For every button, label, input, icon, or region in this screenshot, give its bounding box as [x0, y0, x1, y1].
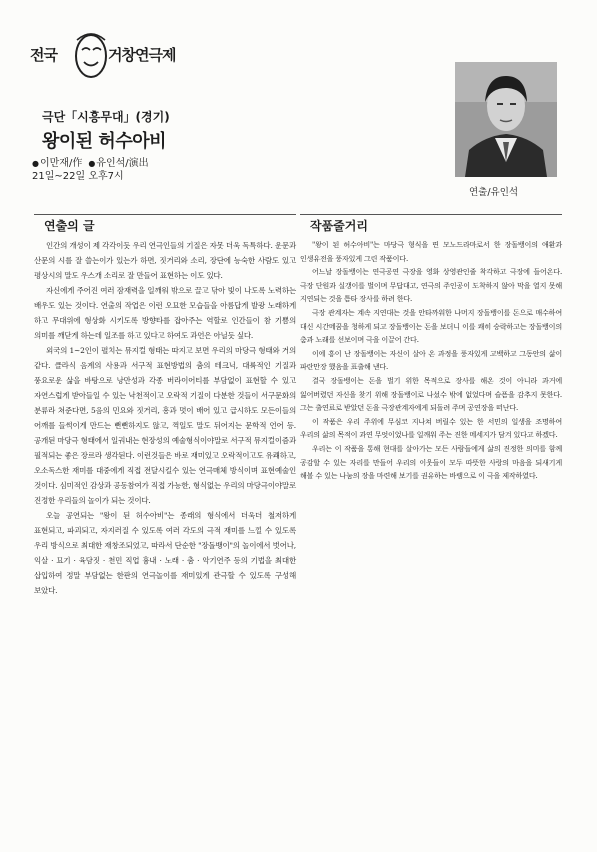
synopsis-paragraph: 어느날 장돌뱅이는 연극공연 극장을 영화 상영관인줄 착각하고 극장에 들어온다. 극장 단원과 실갱이를 벌이며 무답대고, 연극의 주인공이 도착하지 않아 막을 열지 못해 지연되는 것을 틈타 장사를 하려 한다. — [300, 267, 562, 304]
troupe-name: 극단「시흥무대」(경기) — [42, 110, 170, 124]
synopsis-paragraph: 극장 관계자는 계속 지연대는 것을 안타까워한 나머지 장돌뱅이를 돈으로 매수하여 대신 시간메꿈을 청하게 되고 장돌뱅이는 돈을 보더니 이를 쾌히 승락하고는 장돌뱅이의 춤과 노래를 선보이며 극을 이끌어 간다. — [300, 307, 562, 345]
directors-note-paragraph: 외국의 1~2인이 펼치는 뮤지컬 형태는 따지고 보면 우리의 마당극 형태와 거의 같다. 클라식 음계의 사용과 서구적 표현방법의 춤의 테크닉, 대륙적인 기질과 풍요로운 삶을 바탕으로 낭만성과 각종 버라이어티를 부담없이 표현할 수 있고 자연스럽게 받아들일 수 있는 낙천적이고 오락적 기질이 다분한 것들이 서구문화의 분류라 쳐준다면, 5음의 민요와 짓거리, 흥과 멋이 배어 있고 급시하도 모든이들의 어깨를 들썩이게 만드는 뻔뻔하지도 않고, 꺽일도 말도 뒤어지는 문학적 언어 등. 공개된 마당극 형태에서 일궈내는 현장성의 예술형식이야말로 서구적 뮤지컬이즘과 필적되는 좋은 장르라 생각된다. 이런것들은 바로 재미있고 오락적이고도 유쾌하고, 오소독스한 재미를 대중에게 직접 전달시킬수 있는 연극매체 방식이며 표현예술인 것이다. 심미적인 감상과 공동참여가 직접 가능한, 형식없는 우리의 마당극이야말로 진정한 우리들의 놀이가 되는 것이다. — [34, 346, 296, 505]
synopsis-heading: 작품줄거리 — [310, 219, 368, 233]
synopsis — [300, 217, 562, 483]
directors-note-paragraph: 인간의 개성이 제 각각이듯 우리 연극인들의 기질은 자못 더욱 독특하다. 운문과 산문의 시를 잘 쓸는이가 있는가 하면, 짓거리와 소리, 장단에 능숙한 사람도 있고 평상시의 말도 우스개 소리로 잘 만들어 표현하는 이도 있다. — [34, 241, 296, 280]
synopsis-paragraph: 이 작품은 우리 주위에 무심코 지나쳐 버릴수 있는 한 서민의 일생을 조명하여 우리의 삶의 목적이 과연 무엇이었나를 일깨워 주는 진한 메세지가 담겨 있다고 하겠다. — [300, 416, 562, 440]
directors-note-paragraph: 오늘 공연되는 "왕이 된 허수아비"는 종래의 형식에서 더욱더 철저하게 표현되고, 파괴되고, 자지러질 수 있도록 여러 각도의 극적 재미를 느낄 수 있도록 우리 방식으로 최대한 재창조되었고, 따라서 단순한 "장돌뱅이"의 놀이에서 벗어나, 익살 · 묘기 · 육담짓 · 천민 직업 흉내 · 노래 · 춤 · 악기연주 등의 기법을 최대한 삽입하여 정말 부담없는 한판의 연극놀이를 재미있게 관극할 수 있도록 구성해 보았다. — [34, 511, 296, 595]
photo-caption: 연출/유인석 — [469, 187, 519, 198]
synopsis-paragraph: "왕이 된 허수아비"는 마당극 형식을 띤 모노드라마로서 한 장돌뱅이의 애환과 인생유전을 풍자있게 그린 작품이다. — [300, 240, 562, 263]
left-heading-rule — [34, 214, 296, 215]
credits — [32, 157, 332, 170]
logo-text-suffix: 거창연극제 — [108, 46, 176, 64]
festival-logo — [30, 30, 230, 82]
directors-note-paragraph: 자신에게 주어진 여러 잠재력을 일깨워 밖으로 끌고 닦아 빛이 나도록 노력하는 배우도 있는 것이다. 연출의 작업은 이런 오묘한 모습들을 아름답게 발광 노래하게 하고 무대위에 형상화 시키도록 방향타를 잡아주는 역할로 인간들이 참 기쁨의 의미를 깨닫게 하는데 일조를 하고 있다고 하여도 과언은 아닐듯 싶다. — [34, 286, 296, 340]
director-photo — [455, 62, 557, 177]
play-header — [32, 108, 332, 183]
directors-note-heading: 연출의 글 — [44, 219, 95, 233]
synopsis-paragraph: 이에 흥이 난 장돌뱅이는 자신이 살아 온 과정을 풍자있게 고백하고 그동안의 삶이 파란만장 했음을 표출해 낸다. — [300, 348, 562, 372]
right-heading-rule — [300, 214, 562, 215]
synopsis-paragraph: 우리는 이 작품을 통해 현대를 살아가는 모든 사람들에게 삶의 진정한 의미를 함께 공감할 수 있는 자리를 만들어 우리의 이웃들이 모두 따뜻한 사랑의 마음을 되새기게 해볼 수 있는 나눔의 장을 마련해 보기를 권유하는 바램으로 이 극을 제작하였다. — [300, 443, 562, 481]
synopsis-paragraph: 결국 장돌뱅이는 돈을 벌기 위한 목적으로 장사를 해온 것이 아니라 과거에 잃어버렸던 자신을 찾기 위해 장돌뱅이로 나섰수 밖에 없었다며 슬픔을 감추지 못한다. 그는 출연료로 받았던 돈을 극장관계자에게 되돌려 주며 공연장을 떠난다. — [300, 375, 562, 413]
play-title: 왕이된 허수아비 — [42, 131, 166, 152]
credit-director: ● 유인석/演出 — [88, 157, 148, 170]
logo-text-prefix: 전국 — [30, 46, 57, 64]
credit-writer: ● 이만재/作 — [32, 157, 82, 170]
directors-note — [34, 217, 296, 598]
schedule: 21일~22일 오후7시 — [32, 171, 124, 182]
mask-face-icon — [72, 30, 110, 80]
